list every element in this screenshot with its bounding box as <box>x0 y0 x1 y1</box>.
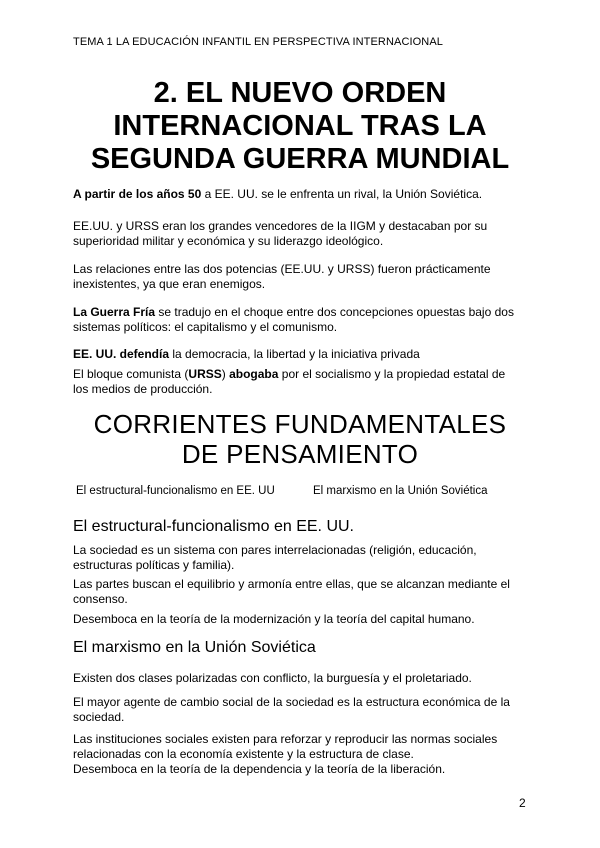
text-line: sistemas políticos: el capitalismo y el comunismo. <box>73 320 338 334</box>
page-title <box>60 77 540 176</box>
page-number: 2 <box>519 796 526 810</box>
section-title-marxism: El marxismo en la Unión Soviética <box>73 639 316 656</box>
text-line: La sociedad es un sistema con pares interrelacionadas (religión, educación, <box>73 543 477 557</box>
text-line: Las partes buscan el equilibrio y armonía entre ellas, que se alcanzan mediante el <box>73 577 510 591</box>
text-line: los medios de producción. <box>73 382 213 396</box>
paragraph-text: ) <box>221 367 230 381</box>
text-line: Las relaciones entre las dos potencias (EE.UU. y URSS) fueron prácticamente <box>73 262 491 276</box>
marxism-paragraph-2 <box>73 695 527 725</box>
emphasis: EE. UU. defendía <box>73 347 170 361</box>
text-line: estructuras políticas y familia). <box>73 558 235 572</box>
marxism-paragraph-1: Existen dos clases polarizadas con conflicto, la burguesía y el proletariado. <box>73 671 472 685</box>
text-line: Las instituciones sociales existen para reforzar y reproducir las normas sociales <box>73 732 498 746</box>
subheading-right: El marxismo en la Unión Soviética <box>313 485 488 497</box>
paragraph-text: El bloque comunista ( <box>73 367 189 381</box>
emphasis: A partir de los años 50 <box>73 187 202 201</box>
marxism-paragraph-3 <box>73 732 527 777</box>
title-line: SEGUNDA GUERRA MUNDIAL <box>90 143 510 175</box>
emphasis: La Guerra Fría <box>73 305 156 319</box>
heading-line: DE PENSAMIENTO <box>181 439 419 469</box>
text-line: El mayor agente de cambio social de la sociedad es la estructura económica de la <box>73 695 510 709</box>
functionalism-paragraph-3: Desemboca en la teoría de la modernización y la teoría del capital humano. <box>73 612 475 626</box>
functionalism-paragraph-1 <box>73 543 527 573</box>
paragraph-text: a EE. UU. se le enfrenta un rival, la Unión Soviética. <box>201 187 483 201</box>
title-line: INTERNACIONAL TRAS LA <box>113 110 487 142</box>
paragraph-5 <box>73 347 527 362</box>
emphasis: abogaba <box>229 367 279 381</box>
paragraph-2 <box>73 219 527 249</box>
section-title-functionalism: El estructural-funcionalismo en EE. UU. <box>73 518 354 535</box>
title-line: 2. EL NUEVO ORDEN <box>153 77 447 109</box>
section-heading <box>40 409 560 469</box>
paragraph-3 <box>73 262 527 292</box>
text-line: relacionadas con la economía existente y la estructura de clase. <box>73 747 414 761</box>
text-line: inexistentes, ya que eran enemigos. <box>73 277 266 291</box>
text-line: EE.UU. y URSS eran los grandes vencedores de la IIGM y destacaban por su <box>73 219 488 233</box>
functionalism-paragraph-2 <box>73 577 527 607</box>
paragraph-6 <box>73 367 527 397</box>
text-line: sociedad. <box>73 710 125 724</box>
paragraph-4 <box>73 305 527 335</box>
subheading-left: El estructural-funcionalismo en EE. UU <box>76 485 275 497</box>
paragraph-text: por el socialismo y la propiedad estatal de <box>278 367 506 381</box>
text-line: consenso. <box>73 592 128 606</box>
paragraph-text: la democracia, la libertad y la iniciativa privada <box>169 347 420 361</box>
paragraph-text: se tradujo en el choque entre dos concepciones opuestas bajo dos <box>155 305 514 319</box>
heading-line: CORRIENTES FUNDAMENTALES <box>93 409 507 439</box>
text-line: Desemboca en la teoría de la dependencia y la teoría de la liberación. <box>73 762 446 776</box>
paragraph-1 <box>73 187 527 202</box>
text-line: superioridad militar y económica y su liderazgo ideológico. <box>73 234 384 248</box>
running-header: TEMA 1 LA EDUCACIÓN INFANTIL EN PERSPECTIVA INTERNACIONAL <box>73 36 444 48</box>
emphasis: URSS <box>188 367 222 381</box>
